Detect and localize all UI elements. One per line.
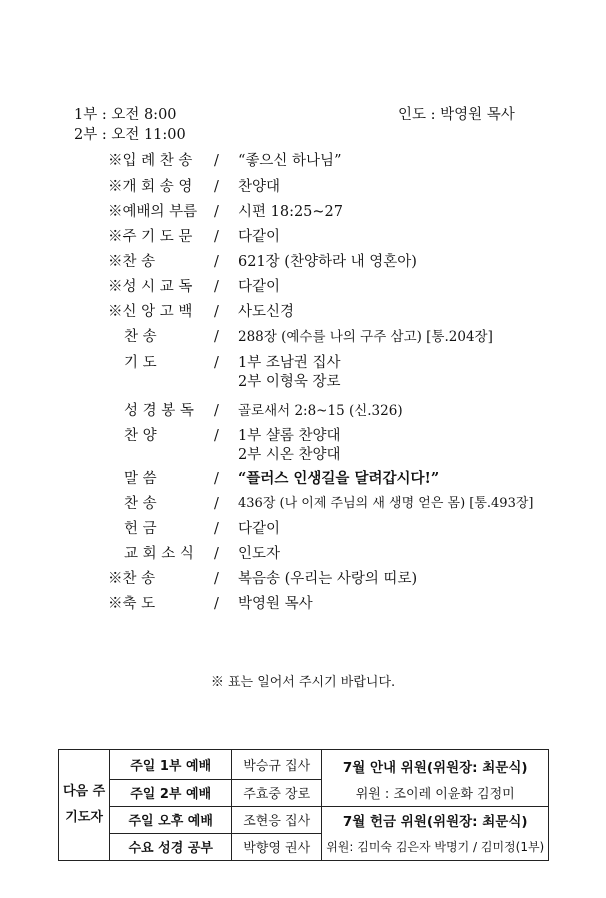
offering-title: 7월 헌금 위원(위원장: 최문식) [322,806,549,833]
order-label: ※주 기 도 문 [108,229,193,245]
service-cell: 주일 2부 예배 [110,779,232,806]
service-cell: 수요 성경 공부 [110,833,232,860]
order-label: 헌 금 [124,521,157,537]
separator: / [214,179,219,195]
separator: / [214,279,219,295]
separator: / [214,428,219,444]
table-row [59,806,549,833]
order-value-second: 2부 시온 찬양대 [238,447,341,463]
order-value: 288장 (예수를 나의 구주 삼고) [통.204장] [238,329,493,345]
person-cell: 주효중 장로 [232,779,322,806]
separator: / [214,229,219,245]
service-cell: 주일 1부 예배 [110,750,232,780]
order-value: 1부 샬롬 찬양대 [238,428,341,444]
service-cell: 주일 오후 예배 [110,806,232,833]
person-cell: 박향영 권사 [232,833,322,860]
separator: / [214,329,219,345]
order-value: 다같이 [238,279,281,295]
order-value: 인도자 [238,546,281,562]
order-label: 성 경 봉 독 [124,403,194,419]
separator: / [214,471,219,487]
order-label: 찬 송 [124,329,157,345]
order-value: “좋으신 하나님” [238,153,342,169]
order-label: ※찬 송 [108,254,156,270]
order-value: 복음송 (우리는 사랑의 띠로) [238,571,418,587]
separator: / [214,304,219,320]
separator: / [214,254,219,270]
order-value: 골로새서 2:8~15 (신.326) [238,403,403,419]
separator: / [214,546,219,562]
service-time-1: 1부 : 오전 8:00 [74,107,177,123]
person-cell: 조현응 집사 [232,806,322,833]
order-label: 찬 송 [124,496,157,512]
table-row [59,833,549,860]
order-label: 말 씀 [124,471,157,487]
separator: / [214,596,219,612]
order-label: 기 도 [124,355,157,371]
usher-title: 7월 안내 위원(위원장: 최문식) [322,750,549,780]
order-value: 621장 (찬양하라 내 영혼아) [238,254,417,270]
standing-note: ※ 표는 일어서 주시기 바랍니다. [210,675,396,690]
separator: / [214,403,219,419]
order-label: 교 회 소 식 [124,546,194,562]
usher-members: 위원 : 조이레 이윤화 김정미 [322,779,549,806]
table-row [59,750,549,780]
service-time-2: 2부 : 오전 11:00 [74,127,186,143]
service-leader: 인도 : 박영원 목사 [398,107,515,123]
order-label: ※축 도 [108,596,156,612]
sermon-title: “플러스 인생길을 달려갑시다!” [238,470,440,487]
separator: / [214,571,219,587]
order-label: ※신 앙 고 백 [108,304,193,320]
order-label: 찬 양 [124,428,157,444]
order-value: 1부 조남권 집사 [238,355,341,371]
separator: / [214,355,219,371]
order-value-second: 2부 이형욱 장로 [238,374,341,390]
separator: / [214,204,219,220]
order-label: ※성 시 교 독 [108,279,193,295]
order-label: ※개 회 송 영 [108,179,193,195]
order-label: ※예배의 부름 [108,204,198,220]
order-value: 436장 (나 이제 주님의 새 생명 얻은 몸) [통.493장] [238,496,534,511]
separator: / [214,153,219,169]
next-week-duty-table [58,749,549,861]
order-value: 다같이 [238,229,281,245]
person-cell: 박승규 집사 [232,750,322,780]
order-value: 다같이 [238,521,281,537]
order-value: 찬양대 [238,179,281,195]
order-value: 사도신경 [238,304,295,320]
separator: / [214,496,219,512]
separator: / [214,521,219,537]
order-label: ※입 례 찬 송 [108,153,193,169]
order-value: 시편 18:25~27 [238,204,344,220]
duty-title: 다음 주 기도자 [59,750,110,861]
offering-members: 위원: 김미숙 김은자 박명기 / 김미정(1부) [322,833,549,860]
table-row [59,779,549,806]
order-label: ※찬 송 [108,571,156,587]
order-value: 박영원 목사 [238,596,313,612]
